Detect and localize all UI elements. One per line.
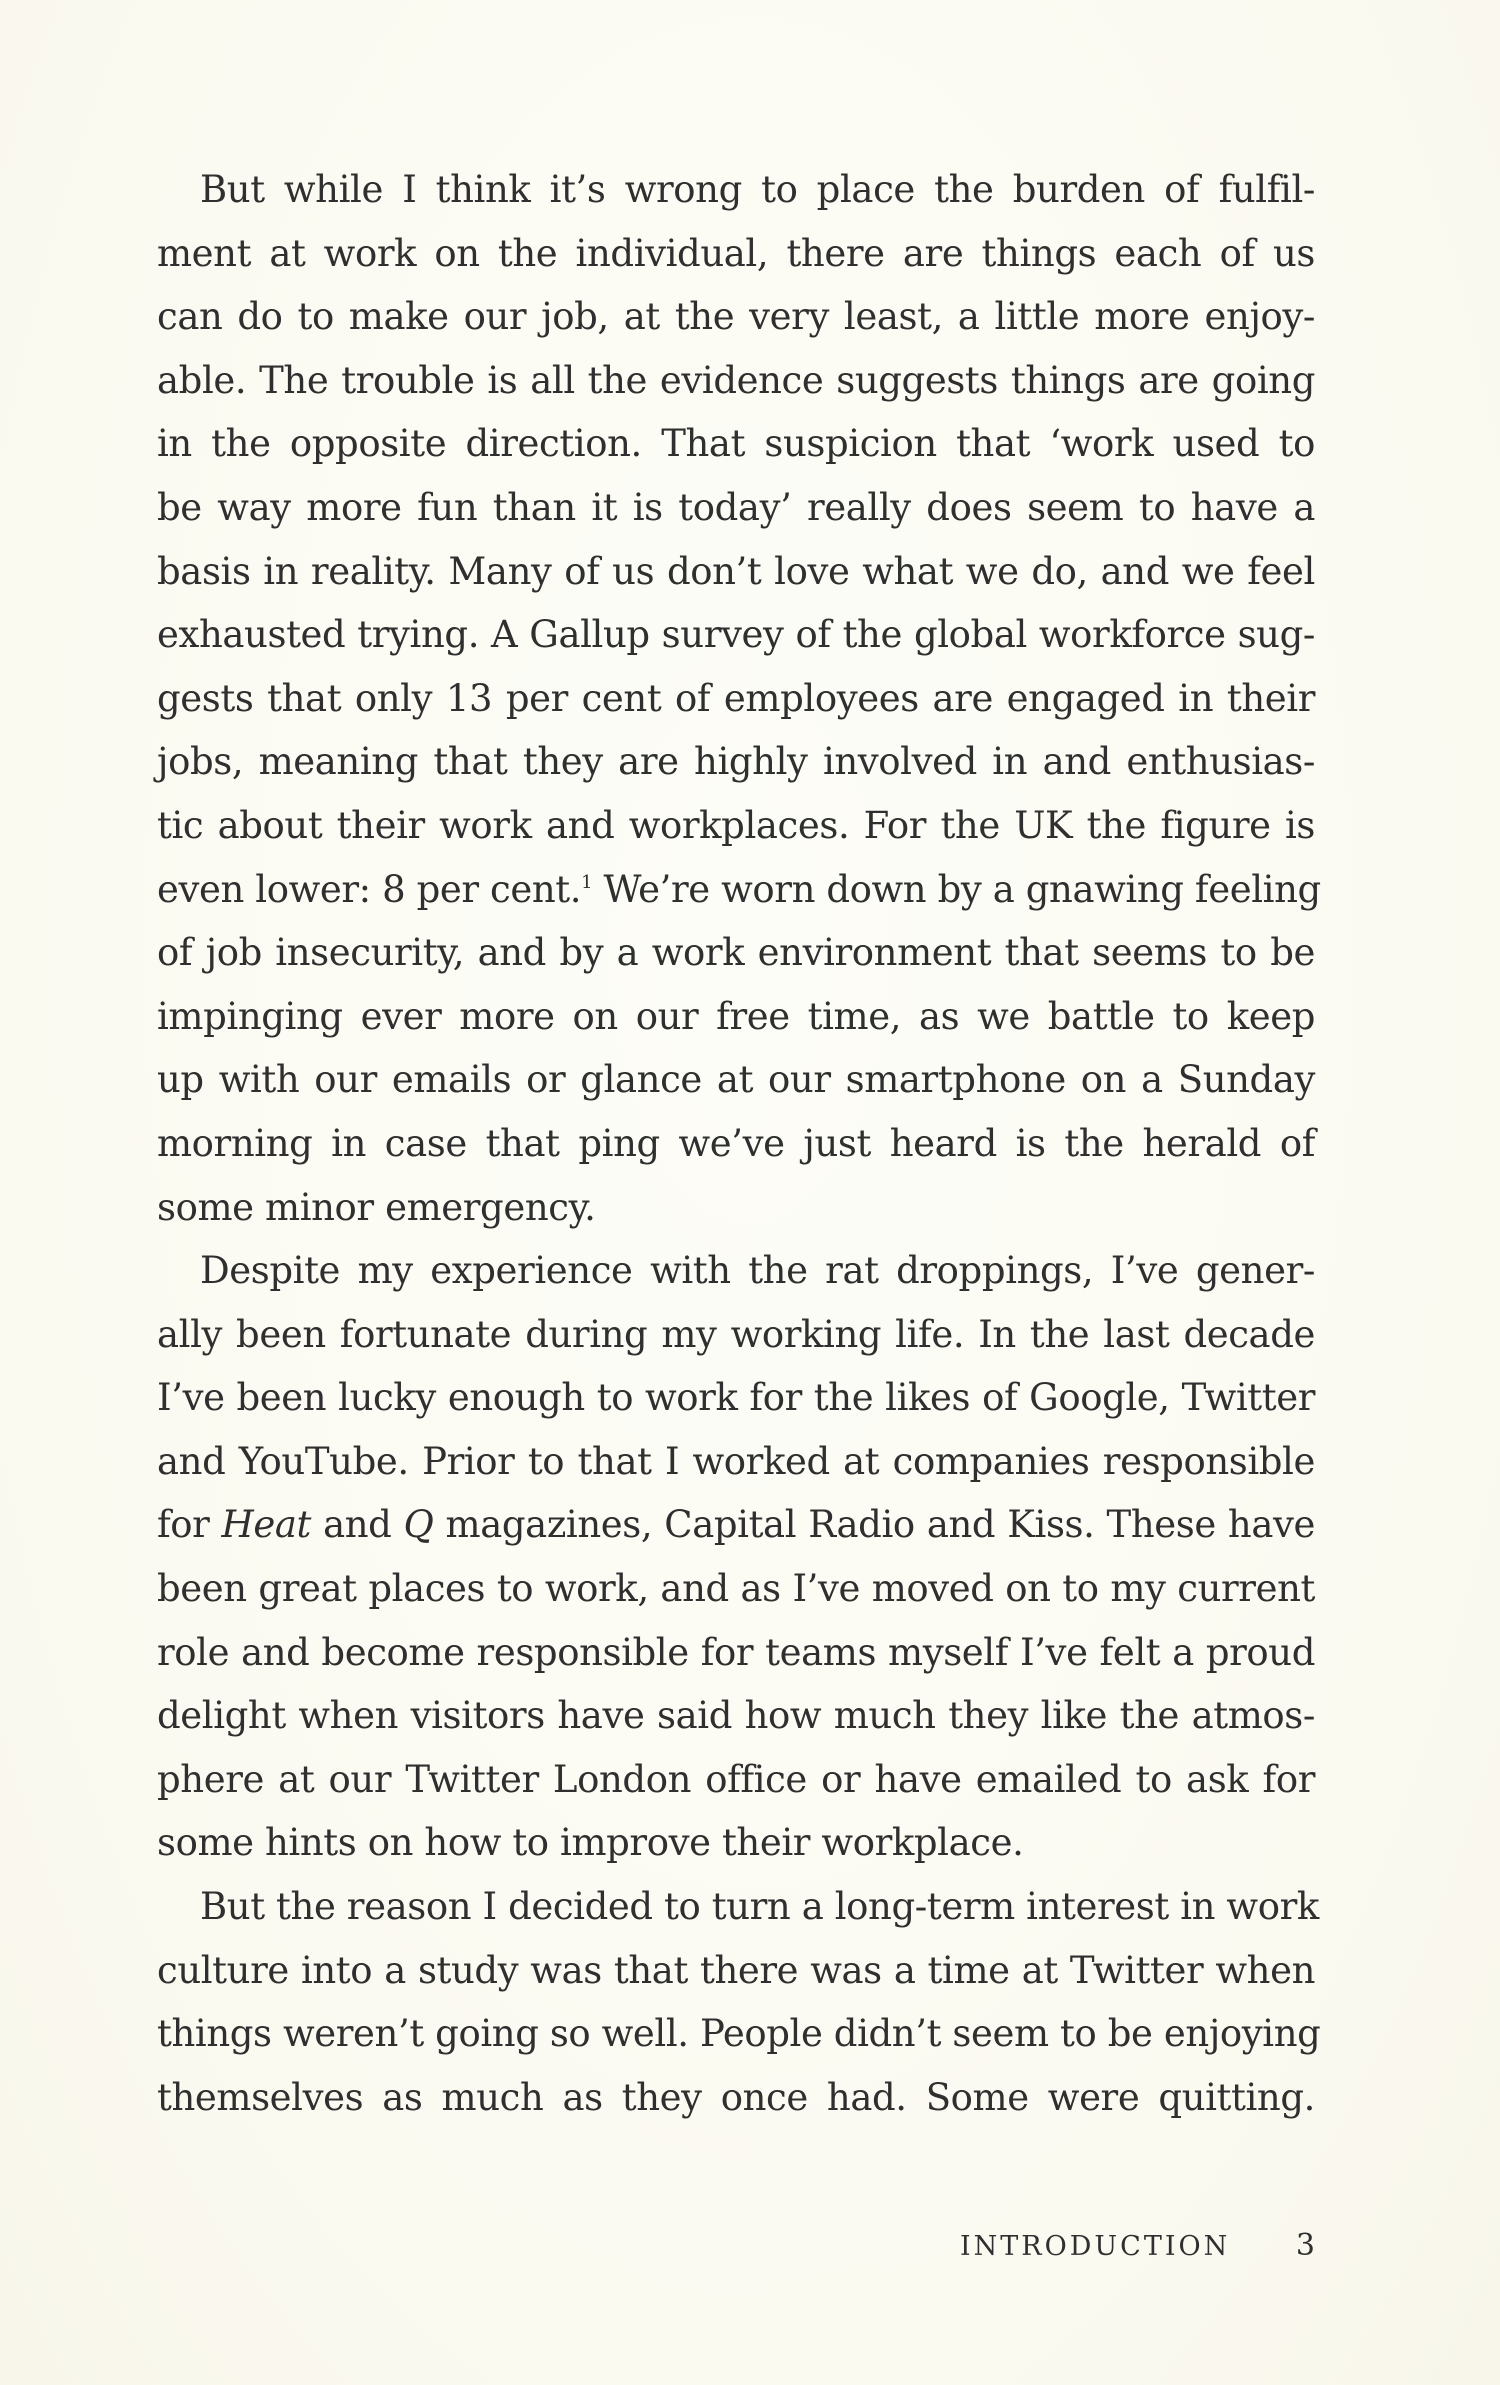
text-line: able. The trouble is all the evidence suggests things are going [157, 358, 1315, 402]
paragraph-2 [157, 1239, 1315, 1875]
text-line: gests that only 13 per cent of employees are engaged in their [157, 676, 1315, 720]
text-line: of job insecurity, and by a work environment that seems to be [157, 931, 1315, 975]
text-line: be way more fun than it is today’ really does seem to have a [157, 485, 1315, 529]
running-footer [960, 2228, 1315, 2268]
text-line: been great places to work, and as I’ve moved on to my current [157, 1567, 1315, 1611]
text-segment: for [157, 1503, 222, 1547]
text-line: in the opposite direction. That suspicion that ‘work used to [157, 422, 1315, 466]
text-line: and YouTube. Prior to that I worked at companies responsible [157, 1439, 1315, 1483]
text-line: morning in case that ping we’ve just heard is the herald of [157, 1121, 1315, 1165]
text-line: ment at work on the individual, there are things each of us [157, 231, 1315, 275]
text-segment: and [311, 1503, 404, 1547]
text-line: up with our emails or glance at our smartphone on a Sunday [157, 1058, 1315, 1102]
body-text [157, 158, 1321, 2129]
text-line: themselves as much as they once had. Some were quitting. [157, 2075, 1315, 2119]
text-line: I’ve been lucky enough to work for the likes of Google, Twitter [157, 1376, 1315, 1420]
text-segment: magazines, Capital Radio and Kiss. These have [433, 1503, 1315, 1547]
text-line: impinging ever more on our free time, as we battle to keep [157, 994, 1315, 1038]
footnote-marker[interactable]: 1 [581, 871, 593, 893]
text-line: basis in reality. Many of us don’t love what we do, and we feel [157, 549, 1315, 593]
text-line [157, 1493, 1315, 1557]
text-line: ally been fortunate during my working life. In the last decade [157, 1312, 1315, 1356]
text-line: jobs, meaning that they are highly involved in and enthusias- [157, 740, 1315, 784]
text-line: tic about their work and workplaces. For the UK the figure is [157, 803, 1315, 847]
text-segment: even lower: 8 per cent. [157, 867, 582, 911]
text-line: role and become responsible for teams myself I’ve felt a proud [157, 1630, 1315, 1674]
text-line: Despite my experience with the rat droppings, I’ve gener- [200, 1249, 1315, 1293]
text-line: But the reason I decided to turn a long-term interest in work [200, 1885, 1319, 1929]
magazine-title-heat: Heat [221, 1503, 312, 1547]
text-line: culture into a study was that there was a time at Twitter when [157, 1948, 1315, 1992]
text-line: phere at our Twitter London office or have emailed to ask for [157, 1757, 1315, 1801]
running-head-chapter: INTRODUCTION [960, 2231, 1231, 2262]
text-line: things weren’t going so well. People didn’t seem to be enjoying [157, 2012, 1321, 2056]
page-number: 3 [1295, 2228, 1315, 2263]
text-line: some hints on how to improve their workplace. [157, 1821, 1024, 1865]
paragraph-3 [157, 1875, 1321, 2129]
paragraph-1 [157, 158, 1321, 1239]
magazine-title-q: Q [403, 1503, 434, 1547]
text-line: can do to make our job, at the very least, a little more enjoy- [157, 295, 1315, 339]
text-line: exhausted trying. A Gallup survey of the global workforce sug- [157, 613, 1315, 657]
text-segment: We’re worn down by a gnawing feeling [603, 867, 1321, 911]
text-line: delight when visitors have said how much they like the atmos- [157, 1694, 1315, 1738]
text-line: But while I think it’s wrong to place the burden of fulfil- [200, 168, 1315, 211]
text-line [157, 858, 1321, 922]
text-line: some minor emergency. [157, 1185, 596, 1229]
